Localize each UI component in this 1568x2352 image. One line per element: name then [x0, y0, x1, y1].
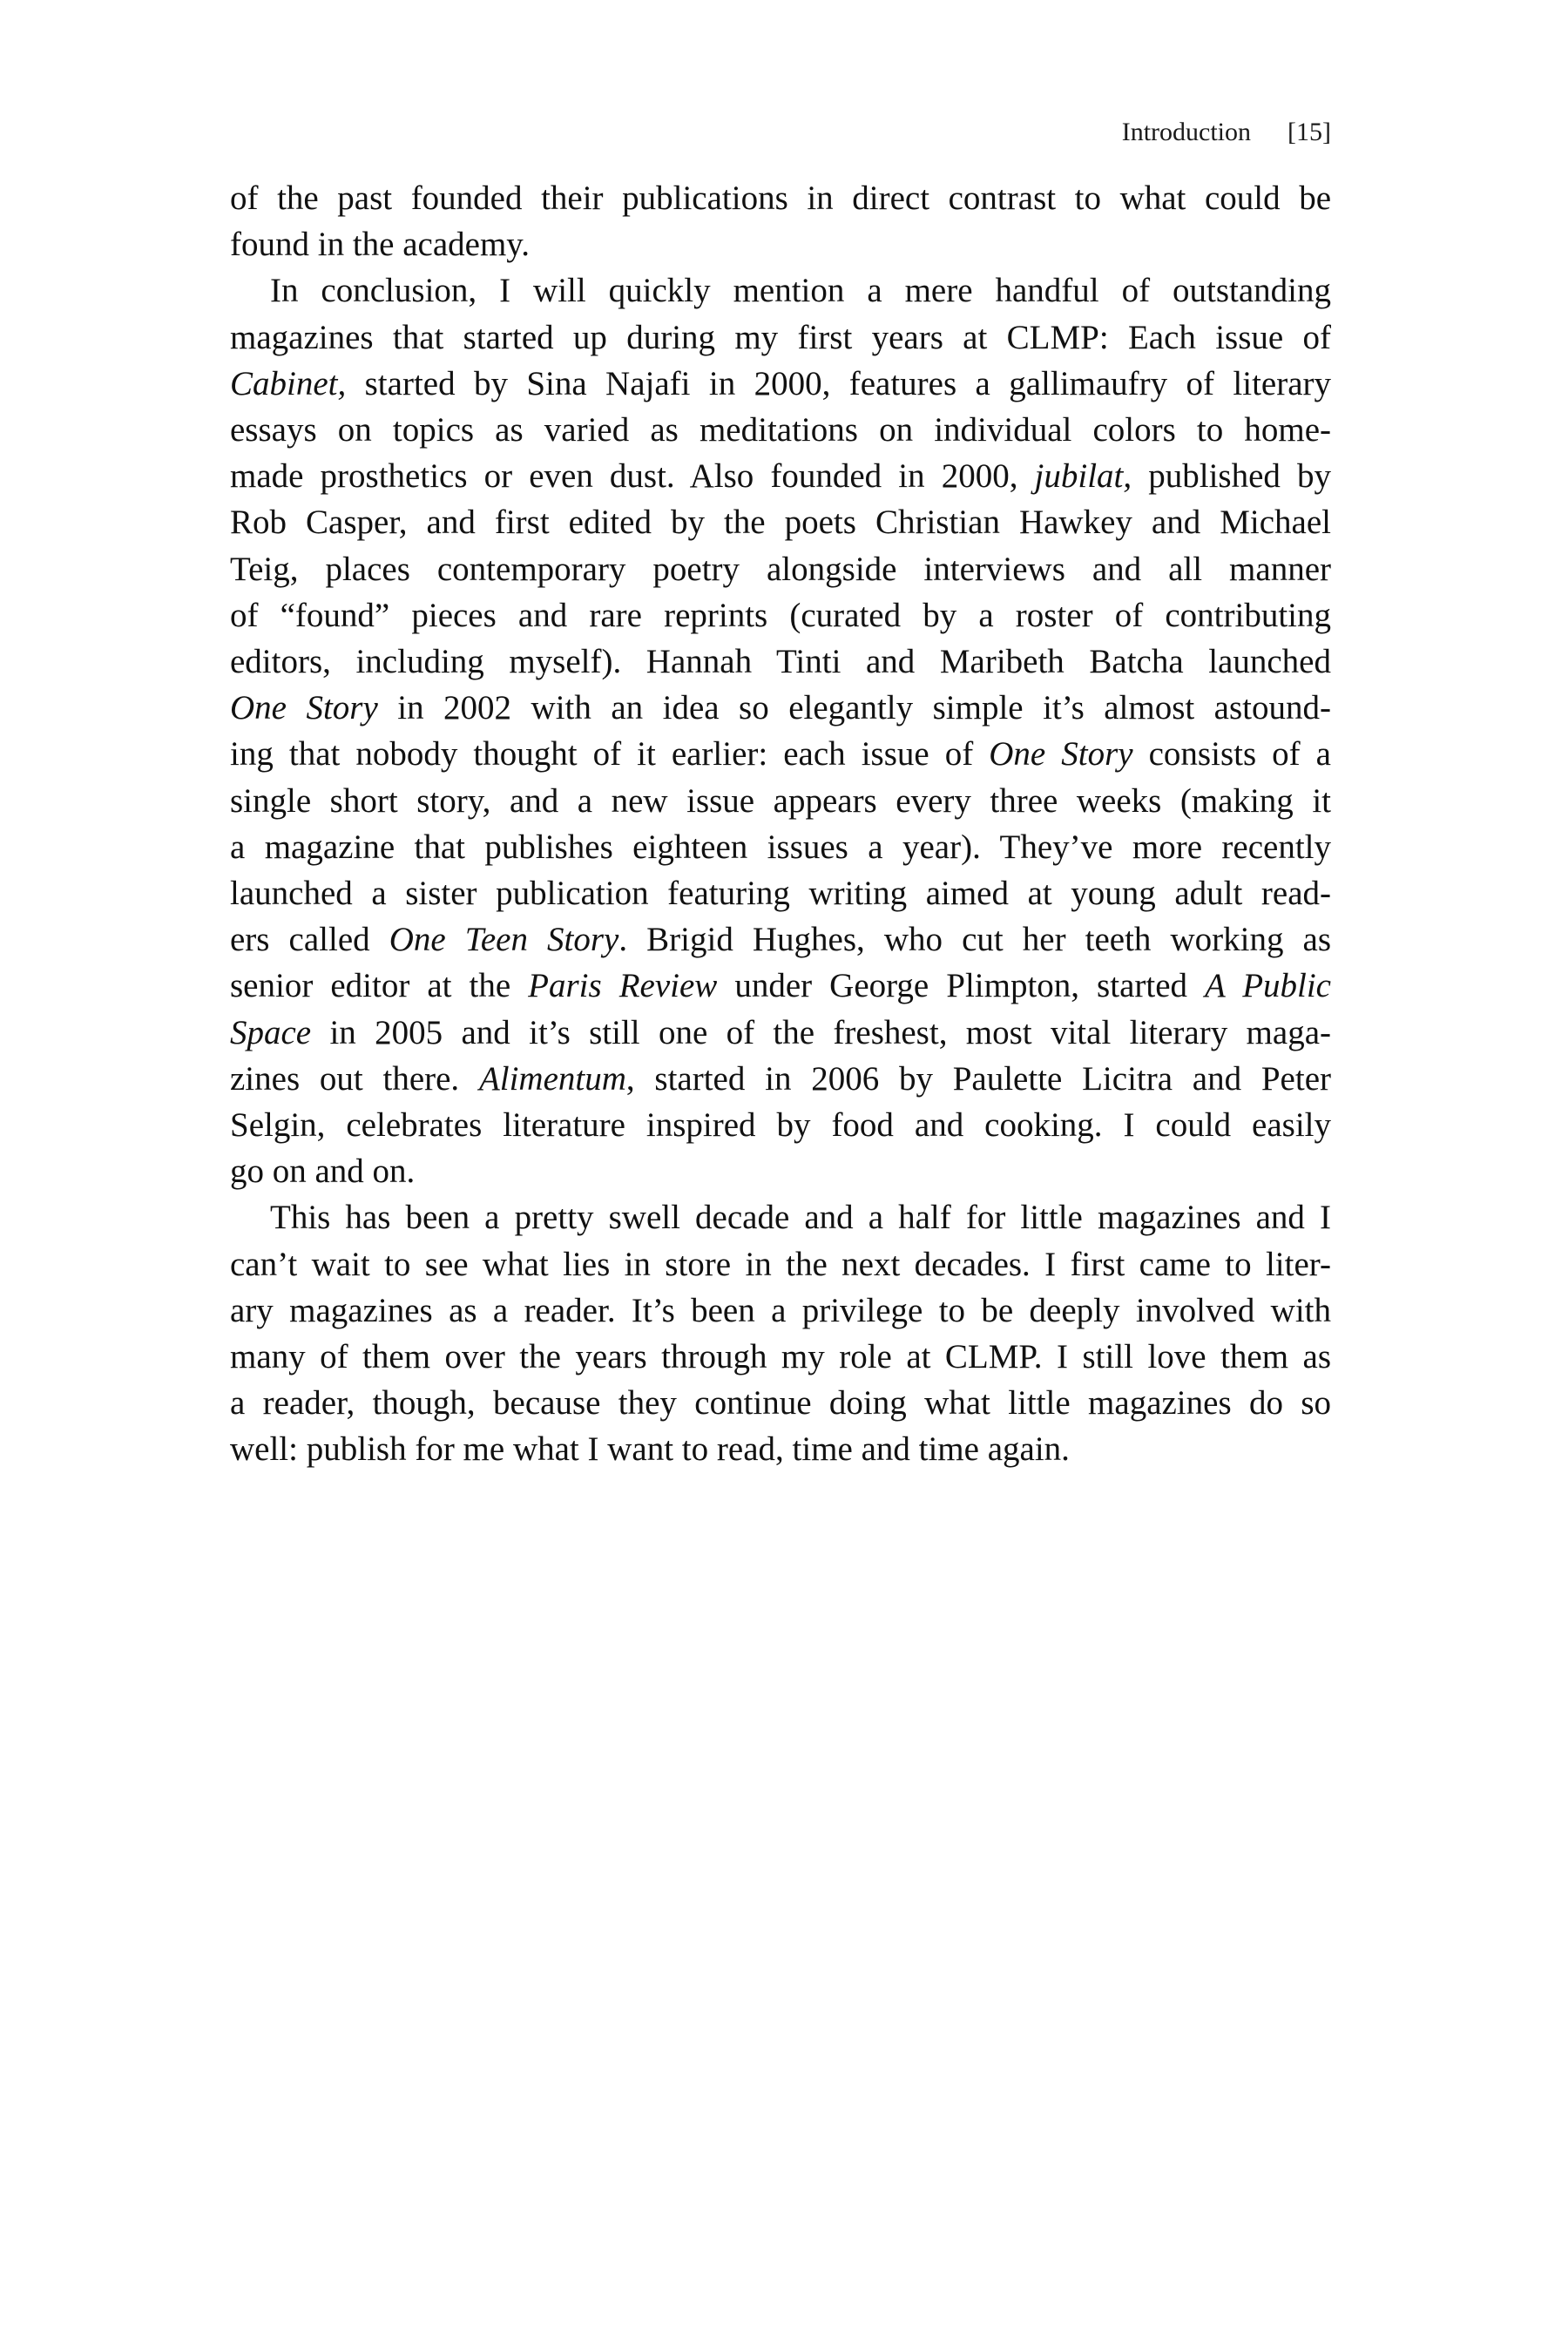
text-line: [230, 731, 1331, 777]
text-line: [230, 1380, 1331, 1426]
text-line: [230, 267, 1331, 314]
text-line: [230, 592, 1331, 639]
text-segment: well: publish for me what I want to read, time and time again.: [230, 1430, 1070, 1469]
text-segment: This has been a pretty swell decade and a half for little magazines and I: [270, 1199, 1331, 1237]
italic-title: One Teen Story: [389, 921, 619, 959]
text-line: [230, 1102, 1331, 1148]
text-line: [230, 916, 1331, 963]
italic-title: jubilat,: [1034, 457, 1132, 496]
text-segment: Selgin, celebrates literature inspired by food and cooking. I could easily: [230, 1106, 1331, 1145]
text-line: [230, 824, 1331, 870]
italic-title: Cabinet,: [230, 364, 347, 402]
text-line: [230, 639, 1331, 685]
text-segment: Teig, places contemporary poetry alongside interviews and all manner: [230, 550, 1331, 588]
italic-title: A Public: [1205, 967, 1331, 1005]
text-line: [230, 1010, 1331, 1056]
text-segment: made prosthetics or even dust. Also founded in 2000,: [230, 457, 1035, 496]
text-line: [230, 1056, 1331, 1102]
text-segment: essays on topics as varied as meditations on individual colors to home-: [230, 411, 1331, 449]
paragraph: [230, 267, 1331, 1194]
text-segment: ers called: [230, 921, 389, 959]
text-segment: In conclusion, I will quickly mention a mere handful of outstanding: [270, 272, 1331, 310]
text-line: [230, 1288, 1331, 1334]
italic-title: One Story: [989, 735, 1133, 774]
text-line: [230, 1241, 1331, 1288]
text-line: [230, 361, 1331, 407]
text-line: [230, 1334, 1331, 1380]
text-line: [230, 778, 1331, 824]
text-line: [230, 1148, 1331, 1194]
text-line: [230, 963, 1331, 1009]
text-segment: go on and on.: [230, 1152, 416, 1191]
text-line: [230, 407, 1331, 453]
text-segment: ary magazines as a reader. It’s been a privilege to be deeply involved with: [230, 1291, 1331, 1329]
text-segment: a magazine that publishes eighteen issues a year). They’ve more recently: [230, 828, 1331, 866]
text-segment: single short story, and a new issue appears every three weeks (making it: [230, 781, 1331, 820]
text-line: [230, 685, 1331, 731]
body-text: [230, 175, 1331, 1473]
text-segment: can’t wait to see what lies in store in the next decades. I first came to liter-: [230, 1245, 1331, 1283]
text-segment: of “found” pieces and rare reprints (curated by a roster of contributing: [230, 596, 1331, 634]
text-segment: many of them over the years through my role at CLMP. I still love them as: [230, 1338, 1331, 1376]
text-segment: , started in 2006 by Paulette Licitra and Peter: [625, 1059, 1331, 1098]
italic-title: Paris Review: [528, 967, 718, 1005]
text-segment: magazines that started up during my first years at CLMP: Each issue of: [230, 318, 1331, 356]
text-line: [230, 175, 1331, 221]
text-segment: in 2005 and it’s still one of the freshest, most vital literary maga-: [311, 1013, 1331, 1051]
text-segment: Rob Casper, and first edited by the poets Christian Hawkey and Michael: [230, 504, 1331, 542]
italic-title: Space: [230, 1013, 312, 1051]
text-segment: senior editor at the: [230, 967, 529, 1005]
text-line: [230, 221, 1331, 267]
italic-title: One Story: [230, 689, 378, 727]
text-segment: under George Plimpton, started: [717, 967, 1206, 1005]
text-segment: zines out there.: [230, 1059, 479, 1098]
text-line: [230, 1194, 1331, 1240]
text-segment: consists of a: [1132, 735, 1331, 774]
text-line: [230, 453, 1331, 499]
text-segment: a reader, though, because they continue doing what little magazines do so: [230, 1384, 1331, 1423]
running-head-section-title: Introduction: [1121, 118, 1252, 146]
text-segment: of the past founded their publications in direct contrast to what could be: [230, 179, 1331, 217]
text-line: [230, 499, 1331, 545]
paragraph: [230, 1194, 1331, 1472]
text-line: [230, 314, 1331, 361]
paragraph: [230, 175, 1331, 267]
page-number: [15]: [1288, 118, 1331, 146]
text-line: [230, 1426, 1331, 1472]
text-line: [230, 870, 1331, 916]
text-segment: found in the academy.: [230, 226, 531, 264]
running-head: [1122, 115, 1331, 150]
text-segment: published by: [1132, 457, 1331, 496]
text-segment: in 2002 with an idea so elegantly simple it’s almost astound-: [377, 689, 1331, 727]
text-segment: launched a sister publication featuring writing aimed at young adult read-: [230, 875, 1331, 913]
text-line: [230, 546, 1331, 592]
text-segment: . Brigid Hughes, who cut her teeth working as: [618, 921, 1332, 959]
italic-title: Alimentum: [478, 1059, 626, 1098]
text-segment: started by Sina Najafi in 2000, features a gallimaufry of literary: [346, 364, 1331, 402]
text-segment: ing that nobody thought of it earlier: each issue of: [230, 735, 990, 774]
text-segment: editors, including myself). Hannah Tinti and Maribeth Batcha launched: [230, 643, 1331, 681]
